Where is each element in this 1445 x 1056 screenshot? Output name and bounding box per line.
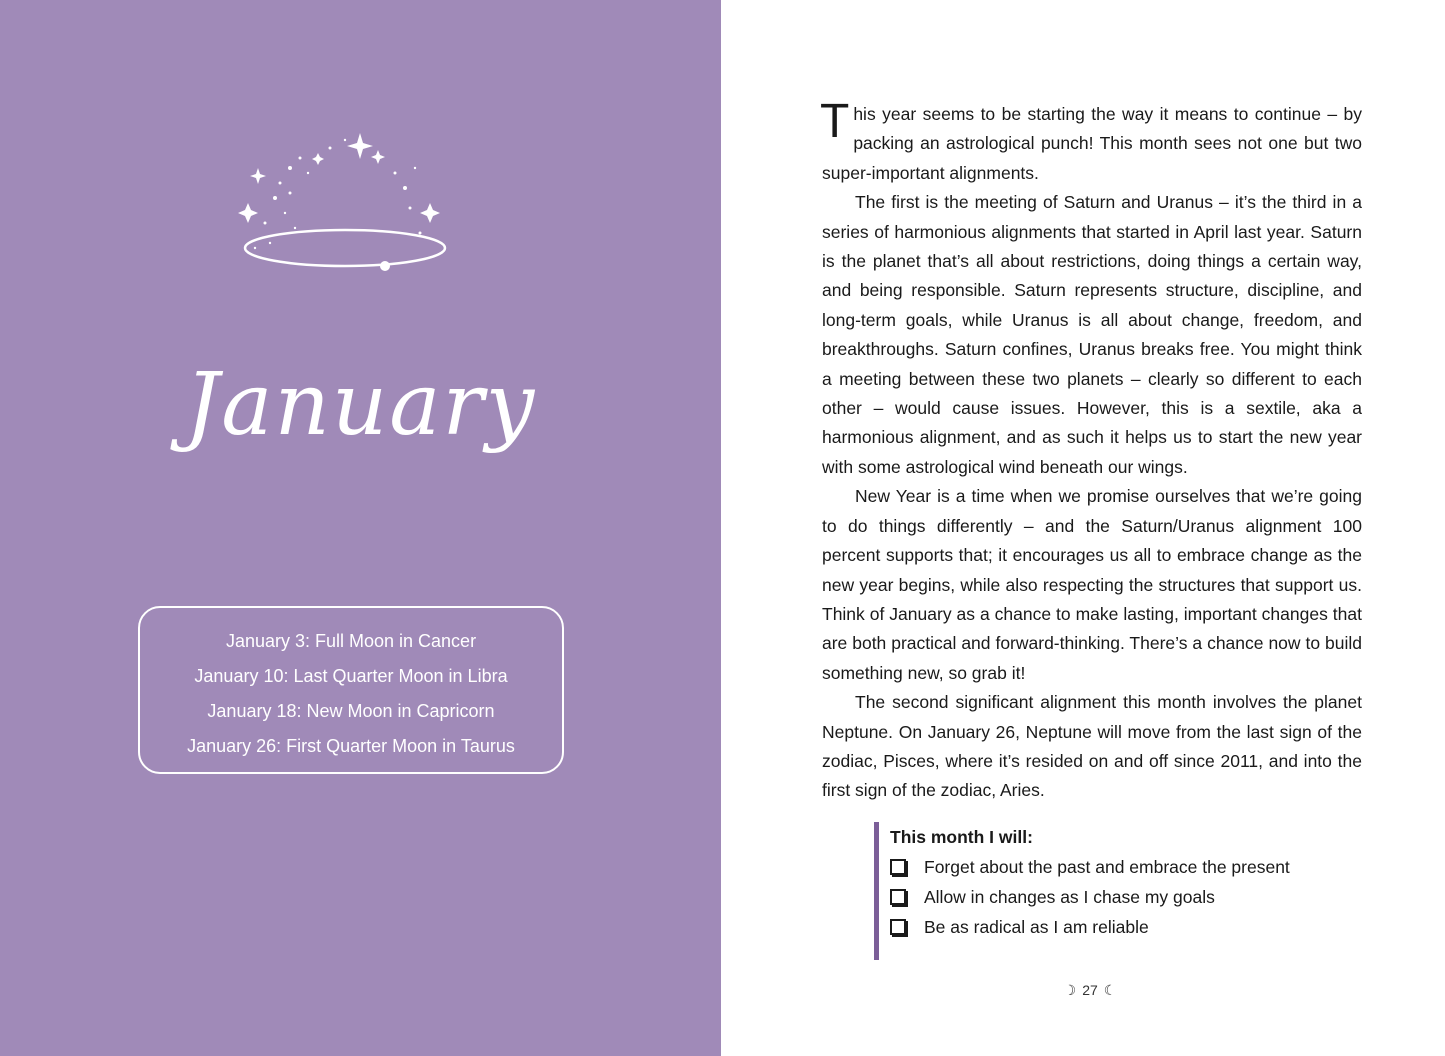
crescent-right-icon: ☾ (1103, 982, 1117, 998)
checkbox-icon[interactable] (890, 859, 906, 875)
goals-callout (874, 822, 1344, 960)
page-folio (1060, 982, 1120, 999)
moon-phase-item: January 26: First Quarter Moon in Taurus (187, 736, 515, 756)
goal-text: Forget about the past and embrace the present (924, 857, 1290, 877)
goal-item (890, 912, 1344, 942)
goal-item (890, 852, 1344, 882)
crescent-moon-icon (230, 128, 460, 328)
moon-phase-item: January 10: Last Quarter Moon in Libra (194, 666, 508, 686)
body-text (820, 95, 1362, 806)
paragraph-4: The second significant alignment this month involves the planet Neptune. On January 26, Neptune will move from the last sign of the zodiac, Pisces, where it’s resided on and off since 2011, and into the first sign of the zodiac, Aries. (822, 692, 1362, 801)
paragraph-1: This year seems to be starting the way it means to continue – by packing an astrological punch! This month sees not one but two super-important alignments. (820, 95, 1362, 183)
moon-phase-item: January 3: Full Moon in Cancer (225, 631, 477, 651)
paragraph-2: The first is the meeting of Saturn and Uranus – it’s the third in a series of harmonious alignments that started in April last year. Saturn is the planet that’s all about restrictions, doing things a certain way, and being responsible. Saturn represents structure, discipline, and long-term goals, while Uranus is all about change, freedom, and breakthroughs. Saturn confines, Uranus breaks free. You might think a meeting between these two planets – clearly so different to each other – would cause issues. However, this is a sextile, aka a harmonious alignment, and as such it helps us to start the new year with some astrological wind beneath our wings. (822, 192, 1362, 477)
crescent-left-icon: ☽ (1063, 982, 1077, 998)
left-page (0, 0, 721, 1056)
page-number: 27 (1082, 982, 1098, 998)
paragraph-3: New Year is a time when we promise ourselves that we’re going to do things differently – and the Saturn/Uranus alignment 100 percent supports that; it encourages us all to embrace change as the new year begins, while also respecting the structures that support us. Think of January as a chance to make lasting, important changes that are both practical and forward-thinking. There’s a chance now to build something new, so grab it! (822, 486, 1362, 683)
checkbox-icon[interactable] (890, 919, 906, 935)
goal-item (890, 882, 1344, 912)
checkbox-icon[interactable] (890, 889, 906, 905)
drop-cap: T (820, 95, 850, 148)
goal-text: Allow in changes as I chase my goals (924, 887, 1215, 907)
goals-heading: This month I will: (890, 827, 1033, 847)
moon-phase-item: January 18: New Moon in Capricorn (207, 701, 495, 721)
moon-phase-box (138, 606, 564, 774)
goal-text: Be as radical as I am reliable (924, 917, 1149, 937)
month-title: January (184, 355, 537, 455)
